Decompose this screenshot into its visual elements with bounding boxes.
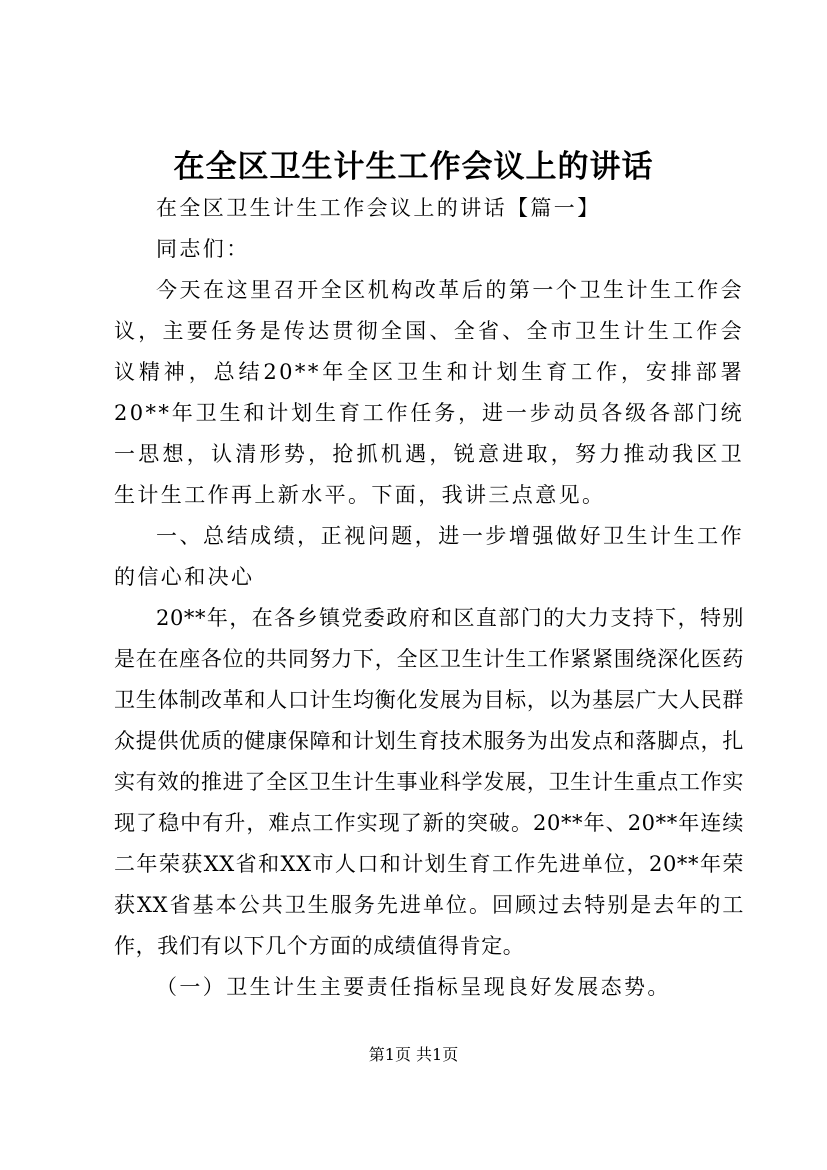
page-footer: 第1页 共1页	[368, 1045, 459, 1064]
achievements-paragraph: 20**年，在各乡镇党委政府和区直部门的大力支持下，特别是在在座各位的共同努力下，全区卫生计生工作紧紧围绕深化医药卫生体制改革和人口计生均衡化发展为目标，以为基层广大人民群众提供优质的健康保障和计划生育技术服务为出发点和落脚点，扎实有效的推进了全区卫生计生事业科学发展，卫生计生重点工作实现了稳中有升，难点工作实现了新的突破。20**年、20**年连续二年荣获XX省和XX市人口和计划生育工作先进单位，20**年荣获XX省基本公共卫生服务先进单位。回顾过去特别是去年的工作，我们有以下几个方面的成绩值得肯定。	[114, 606, 744, 958]
section-heading-paragraph: 一、总结成绩，正视问题，进一步增强做好卫生计生工作的信心和决心	[114, 524, 744, 589]
subsection-heading-paragraph: （一）卫生计生主要责任指标呈现良好发展态势。	[156, 975, 671, 999]
document-body	[114, 188, 744, 1008]
subtitle-paragraph: 在全区卫生计生工作会议上的讲话【篇一】	[156, 196, 601, 220]
greeting-paragraph: 同志们：	[156, 237, 250, 261]
document-title: 在全区卫生计生工作会议上的讲话	[173, 149, 654, 185]
intro-paragraph: 今天在这里召开全区机构改革后的第一个卫生计生工作会议，主要任务是传达贯彻全国、全省、全市卫生计生工作会议精神，总结20**年全区卫生和计划生育工作，安排部署20**年卫生和计划生育工作任务，进一步动员各级各部门统一思想，认清形势，抢抓机遇，锐意进取，努力推动我区卫生计生工作再上新水平。下面，我讲三点意见。	[114, 278, 744, 507]
